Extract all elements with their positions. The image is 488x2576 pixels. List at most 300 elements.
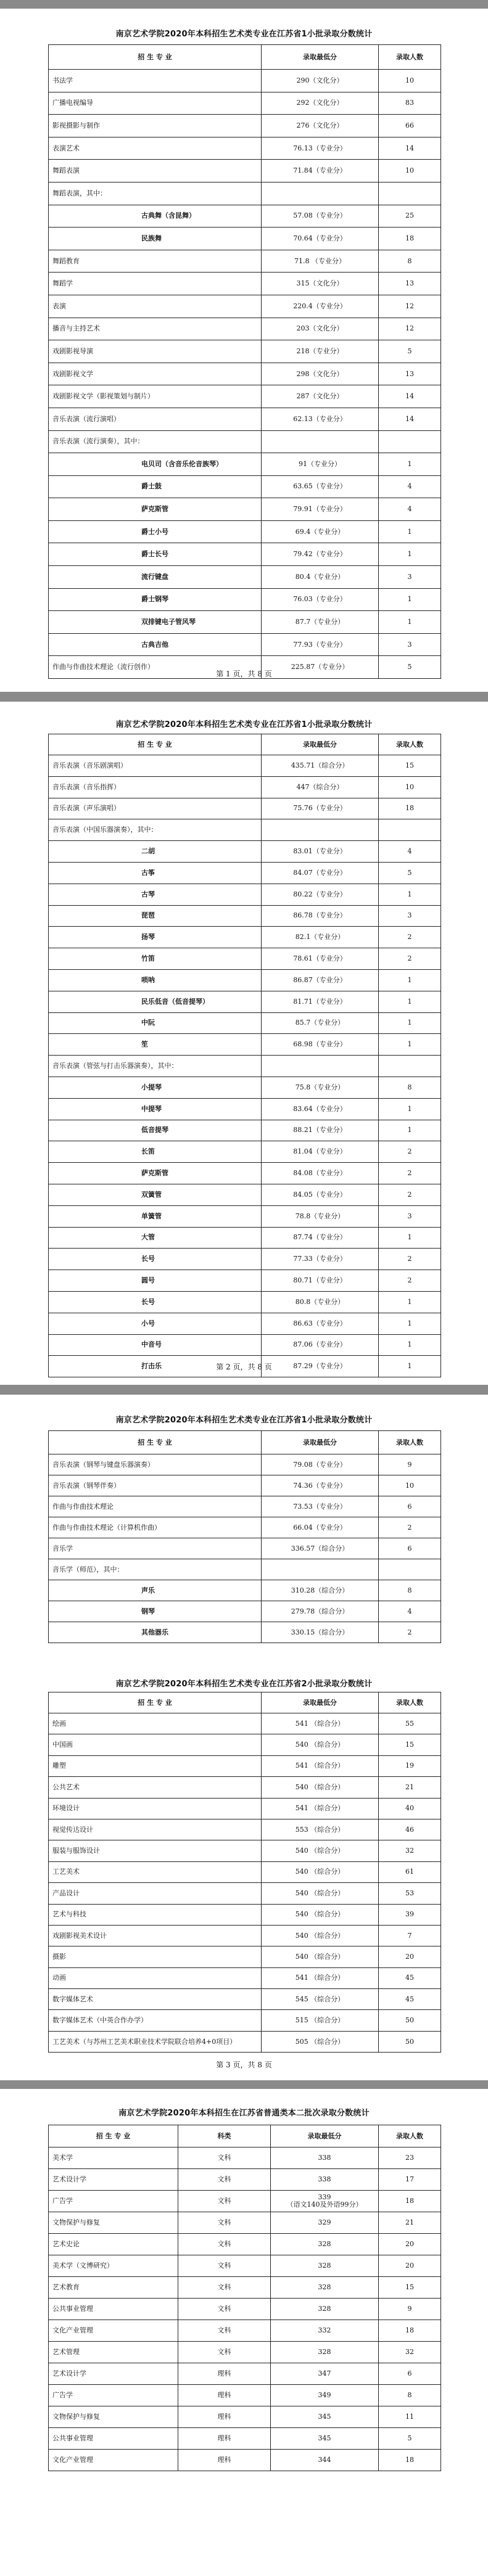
count-cell: 1 <box>379 884 441 905</box>
major-cell: 民族舞 <box>49 228 262 250</box>
count-cell: 83 <box>379 92 441 115</box>
major-cell: 音乐表演（声乐演唱） <box>49 798 262 819</box>
count-cell: 46 <box>379 1819 441 1840</box>
score-value: 79.42（专业分） <box>293 550 347 559</box>
count-cell: 5 <box>379 862 441 884</box>
major-cell: 古琴 <box>49 884 262 905</box>
score-cell <box>262 862 379 884</box>
count-cell: 32 <box>379 2342 441 2363</box>
major-cell: 表演 <box>49 295 262 318</box>
major-cell: 舞蹈教育 <box>49 250 262 273</box>
count-cell: 21 <box>379 2212 441 2234</box>
score-value: 79.91（专业分） <box>293 505 347 514</box>
score-value: 330.15（综合分） <box>291 1628 349 1636</box>
table-row <box>49 228 441 250</box>
count-cell: 50 <box>379 2010 441 2031</box>
table-row <box>49 250 441 273</box>
table-row <box>49 862 441 884</box>
count-cell: 13 <box>379 363 441 385</box>
score-cell <box>262 1989 379 2010</box>
score-value: 540 （综合分） <box>295 1741 345 1749</box>
table-row <box>49 1601 441 1622</box>
score-value: 77.93（专业分） <box>293 640 347 649</box>
type-cell: 文科 <box>178 2299 271 2320</box>
column-header: 录取最低分 <box>262 1692 379 1713</box>
table-row <box>49 1798 441 1819</box>
table-row <box>49 2277 441 2299</box>
table-row <box>49 318 441 340</box>
major-cell: 公共事业管理 <box>49 2428 178 2450</box>
score-cell <box>262 991 379 1012</box>
type-cell: 理科 <box>178 2406 271 2428</box>
table-row <box>49 1755 441 1776</box>
document-page-4 <box>0 2089 488 2576</box>
major-cell: 圆号 <box>49 1270 262 1292</box>
score-cell <box>262 1012 379 1034</box>
score-cell <box>262 1538 379 1559</box>
count-cell: 9 <box>379 2299 441 2320</box>
table-row <box>49 1622 441 1643</box>
count-cell: 2 <box>379 1163 441 1184</box>
table-row <box>49 588 441 611</box>
score-cell <box>262 841 379 863</box>
score-value: 279.78（综合分） <box>291 1607 349 1615</box>
score-cell <box>262 1967 379 1988</box>
score-value: 87.06（专业分） <box>293 1340 347 1349</box>
table-row <box>49 1883 441 1904</box>
count-cell: 66 <box>379 115 441 137</box>
count-cell: 2 <box>379 1184 441 1205</box>
major-cell: 舞蹈表演 <box>49 160 262 183</box>
score-value: 541 （综合分） <box>295 1762 345 1770</box>
count-cell: 1 <box>379 1098 441 1120</box>
score-cell <box>262 1205 379 1227</box>
score-value: 338 <box>318 2175 331 2183</box>
score-value: 80.71（专业分） <box>293 1276 347 1285</box>
score-value: 515 （综合分） <box>295 2016 345 2025</box>
score-cell <box>262 1840 379 1861</box>
score-value: 86.63（专业分） <box>293 1319 347 1327</box>
major-cell: 雕塑 <box>49 1755 262 1776</box>
count-cell: 20 <box>379 2255 441 2277</box>
count-cell: 4 <box>379 841 441 863</box>
count-cell: 4 <box>379 1601 441 1622</box>
score-value: 298（文化分） <box>296 369 344 378</box>
score-value: 75.8（专业分） <box>295 1083 345 1091</box>
count-cell: 10 <box>379 160 441 183</box>
major-cell: 爵士小号 <box>49 520 262 543</box>
score-cell <box>262 1249 379 1270</box>
score-value: 290（文化分） <box>296 76 344 84</box>
score-cell <box>262 498 379 521</box>
major-cell: 小号 <box>49 1313 262 1334</box>
score-cell <box>262 1270 379 1292</box>
score-value: 349 <box>318 2391 331 2399</box>
count-cell: 14 <box>379 408 441 430</box>
score-value: 82.1（专业分） <box>295 933 345 941</box>
document-page-1 <box>0 9 488 692</box>
score-table <box>48 2125 441 2471</box>
major-cell: 美术学（文博研究） <box>49 2255 178 2277</box>
table-row <box>49 1819 441 1840</box>
table-row <box>49 2450 441 2471</box>
major-cell: 双簧管 <box>49 1184 262 1205</box>
count-cell: 5 <box>379 2428 441 2450</box>
table-row <box>49 1777 441 1798</box>
count-cell: 40 <box>379 1798 441 1819</box>
score-value: 541 （综合分） <box>295 1974 345 1982</box>
count-cell: 1 <box>379 611 441 634</box>
major-cell: 作曲与作曲技术理论（计算机作曲） <box>49 1517 262 1538</box>
score-value: 78.61（专业分） <box>293 954 347 963</box>
major-cell: 大管 <box>49 1227 262 1249</box>
column-header: 录取最低分 <box>262 1431 379 1454</box>
type-cell: 理科 <box>178 2385 271 2406</box>
score-cell <box>262 1454 379 1475</box>
score-cell <box>262 115 379 137</box>
score-value: 203（文化分） <box>296 324 344 333</box>
column-header: 录取最低分 <box>262 734 379 755</box>
score-value: 75.76（专业分） <box>293 804 347 813</box>
major-cell: 爵士钢琴 <box>49 588 262 611</box>
count-cell: 2 <box>379 948 441 970</box>
table-row <box>49 1313 441 1334</box>
score-cell <box>271 2234 379 2255</box>
score-table <box>48 44 441 679</box>
table-row <box>49 160 441 183</box>
score-cell <box>271 2363 379 2385</box>
document-page-3 <box>0 1395 488 2080</box>
score-value: 80.8（专业分） <box>295 1297 345 1306</box>
score-cell <box>262 318 379 340</box>
table-row <box>49 408 441 430</box>
major-cell: 长号 <box>49 1249 262 1270</box>
major-cell: 民乐低音（低音提琴） <box>49 991 262 1012</box>
count-cell: 8 <box>379 250 441 273</box>
score-value: 540 （综合分） <box>295 1910 345 1919</box>
major-cell: 音乐表演（音乐指挥） <box>49 776 262 798</box>
score-value: 310.28（综合分） <box>291 1586 349 1594</box>
score-cell <box>262 1601 379 1622</box>
score-cell <box>262 543 379 566</box>
score-value: 91（专业分） <box>299 459 341 468</box>
table-row <box>49 1184 441 1205</box>
major-cell: 音乐表演（管弦与打击乐器演奏），其中： <box>49 1056 262 1077</box>
count-cell: 17 <box>379 2169 441 2191</box>
major-cell: 长号 <box>49 1291 262 1313</box>
score-value: 77.33（专业分） <box>293 1255 347 1263</box>
major-cell: 打击乐 <box>49 1356 262 1377</box>
score-value: 292（文化分） <box>296 99 344 107</box>
count-cell: 1 <box>379 969 441 991</box>
count-cell: 13 <box>379 273 441 295</box>
score-value: 328 <box>318 2240 331 2248</box>
major-cell: 舞蹈表演，其中： <box>49 182 262 205</box>
score-cell <box>262 1517 379 1538</box>
major-cell: 文化产业管理 <box>49 2450 178 2471</box>
major-cell: 扬琴 <box>49 927 262 948</box>
table-row <box>49 948 441 970</box>
major-cell: 音乐表演（钢琴与键盘乐器演奏） <box>49 1454 262 1475</box>
score-value: 540 （综合分） <box>295 1868 345 1876</box>
count-cell: 2 <box>379 1249 441 1270</box>
count-cell: 7 <box>379 1925 441 1946</box>
score-value: 80.4（专业分） <box>295 572 345 581</box>
count-cell: 12 <box>379 295 441 318</box>
table-header-row <box>49 1692 441 1713</box>
table-row <box>49 2385 441 2406</box>
score-cell <box>262 408 379 430</box>
score-value: 336.57（综合分） <box>291 1544 349 1553</box>
major-cell: 中音号 <box>49 1334 262 1356</box>
count-cell: 9 <box>379 1454 441 1475</box>
document-page-2 <box>0 702 488 1385</box>
table-row <box>49 1034 441 1056</box>
count-cell: 32 <box>379 1840 441 1861</box>
score-value: 80.22（专业分） <box>293 890 347 898</box>
score-value: 328 <box>318 2283 331 2291</box>
score-cell <box>262 1713 379 1734</box>
count-cell: 8 <box>379 1580 441 1601</box>
page-gap <box>0 692 488 702</box>
score-cell <box>262 798 379 819</box>
major-cell: 小提琴 <box>49 1077 262 1098</box>
count-cell: 10 <box>379 776 441 798</box>
count-cell: 1 <box>379 1356 441 1377</box>
score-cell <box>262 1925 379 1946</box>
score-cell <box>262 1141 379 1163</box>
score-cell <box>262 273 379 295</box>
score-cell <box>262 948 379 970</box>
page-gap <box>0 2080 488 2089</box>
page-title: 南京艺术学院2020年本科招生在江苏省普通类本二批次录取分数统计 <box>118 2109 370 2118</box>
score-value: 540 （综合分） <box>295 1782 345 1791</box>
table-row <box>49 1098 441 1120</box>
major-cell: 声乐 <box>49 1580 262 1601</box>
score-cell <box>262 385 379 408</box>
score-value: 78.8（专业分） <box>295 1212 345 1220</box>
type-cell: 文科 <box>178 2255 271 2277</box>
score-value: 328 <box>318 2305 331 2313</box>
count-cell: 23 <box>379 2147 441 2169</box>
major-cell: 书法学 <box>49 70 262 92</box>
table-body <box>49 1692 441 2053</box>
count-cell: 4 <box>379 475 441 498</box>
score-cell <box>262 755 379 777</box>
score-value: 83.01（专业分） <box>293 847 347 856</box>
table-row <box>49 115 441 137</box>
major-cell: 艺术史论 <box>49 2234 178 2255</box>
table-row <box>49 2234 441 2255</box>
count-cell: 1 <box>379 1227 441 1249</box>
score-value: 69.4（专业分） <box>295 527 345 536</box>
score-value: 73.53（专业分） <box>293 1502 347 1511</box>
score-cell <box>271 2342 379 2363</box>
count-cell: 2 <box>379 1141 441 1163</box>
major-cell: 中提琴 <box>49 1098 262 1120</box>
table-row <box>49 475 441 498</box>
page-title: 南京艺术学院2020年本科招生艺术类专业在江苏省2小批录取分数统计 <box>115 1680 373 1689</box>
score-value: 218（专业分） <box>296 347 344 355</box>
score-value: 220.4（专业分） <box>293 301 347 310</box>
major-cell: 戏剧影视文学（影视策划与制片） <box>49 385 262 408</box>
major-cell: 广告学 <box>49 2385 178 2406</box>
score-cell <box>262 633 379 656</box>
major-cell: 服装与服饰设计 <box>49 1840 262 1861</box>
count-cell: 3 <box>379 566 441 589</box>
column-header: 录取最低分 <box>271 2125 379 2147</box>
score-value: 83.64（专业分） <box>293 1104 347 1113</box>
count-cell: 1 <box>379 1334 441 1356</box>
major-cell: 环境设计 <box>49 1798 262 1819</box>
score-cell <box>262 1227 379 1249</box>
table-row <box>49 1989 441 2010</box>
table-body <box>49 1431 441 1643</box>
major-cell: 竹笛 <box>49 948 262 970</box>
major-cell: 其他器乐 <box>49 1622 262 1643</box>
score-value: 84.08（专业分） <box>293 1169 347 1178</box>
major-cell: 萨克斯管 <box>49 1163 262 1184</box>
column-header: 录取人数 <box>379 734 441 755</box>
table-row <box>49 884 441 905</box>
table-row <box>49 2342 441 2363</box>
score-cell <box>262 1946 379 1967</box>
major-cell: 公共艺术 <box>49 1777 262 1798</box>
score-cell <box>262 905 379 927</box>
score-cell <box>271 2255 379 2277</box>
score-cell <box>262 1883 379 1904</box>
count-cell: 2 <box>379 1270 441 1292</box>
score-cell <box>262 969 379 991</box>
major-cell: 文化产业管理 <box>49 2320 178 2342</box>
major-cell: 戏剧影视美术设计 <box>49 1925 262 1946</box>
major-cell: 文物保护与修复 <box>49 2406 178 2428</box>
count-cell: 18 <box>379 228 441 250</box>
count-cell: 1 <box>379 588 441 611</box>
table-row <box>49 1713 441 1734</box>
table-row <box>49 1559 441 1580</box>
column-header: 录取人数 <box>379 2125 441 2147</box>
page-gap <box>0 1385 488 1395</box>
count-cell: 53 <box>379 1883 441 1904</box>
major-cell: 长笛 <box>49 1141 262 1163</box>
score-cell <box>262 1120 379 1141</box>
table-row <box>49 1496 441 1517</box>
score-value: 84.05（专业分） <box>293 1190 347 1199</box>
major-cell: 音乐表演（钢琴伴奏） <box>49 1475 262 1496</box>
table-row <box>49 1227 441 1249</box>
major-cell: 琵琶 <box>49 905 262 927</box>
major-cell: 爵士长号 <box>49 543 262 566</box>
count-cell: 6 <box>379 1496 441 1517</box>
table-row <box>49 819 441 841</box>
score-cell <box>262 776 379 798</box>
score-value: 541 （综合分） <box>295 1804 345 1813</box>
score-cell <box>262 2031 379 2052</box>
score-cell <box>262 92 379 115</box>
count-cell: 20 <box>379 1946 441 1967</box>
table-row <box>49 385 441 408</box>
table-row <box>49 2299 441 2320</box>
table-row <box>49 2428 441 2450</box>
major-cell: 低音提琴 <box>49 1120 262 1141</box>
column-header: 招 生 专 业 <box>49 1431 262 1454</box>
score-value: 87.74（专业分） <box>293 1233 347 1242</box>
score-value: 79.08（专业分） <box>293 1460 347 1469</box>
major-cell: 萨克斯管 <box>49 498 262 521</box>
count-cell: 12 <box>379 318 441 340</box>
score-cell <box>262 819 379 841</box>
major-cell: 文物保护与修复 <box>49 2212 178 2234</box>
score-value: 87.29（专业分） <box>293 1362 347 1371</box>
count-cell: 19 <box>379 1755 441 1776</box>
major-cell: 音乐表演（音乐剧演唱） <box>49 755 262 777</box>
table-row <box>49 92 441 115</box>
score-cell <box>262 430 379 453</box>
type-cell: 文科 <box>178 2212 271 2234</box>
table-row <box>49 1454 441 1475</box>
count-cell: 14 <box>379 385 441 408</box>
score-value: 71.8 （专业分） <box>294 256 345 265</box>
major-cell: 唢呐 <box>49 969 262 991</box>
count-cell: 8 <box>379 2385 441 2406</box>
table-row <box>49 70 441 92</box>
table-row <box>49 1475 441 1496</box>
score-value: 332 <box>318 2326 331 2334</box>
score-value: 345 <box>318 2434 331 2442</box>
major-cell: 视觉传达设计 <box>49 1819 262 1840</box>
column-header: 招 生 专 业 <box>49 734 262 755</box>
major-cell: 中国画 <box>49 1734 262 1755</box>
count-cell: 1 <box>379 1034 441 1056</box>
count-cell: 1 <box>379 453 441 476</box>
score-value: 81.04（专业分） <box>293 1147 347 1156</box>
table-row <box>49 2406 441 2428</box>
count-cell <box>379 1559 441 1580</box>
score-value: 545 （综合分） <box>295 1995 345 2003</box>
column-header: 招 生 专 业 <box>49 45 262 70</box>
score-value: 328 <box>318 2262 331 2270</box>
count-cell: 6 <box>379 2363 441 2385</box>
score-cell <box>262 160 379 183</box>
score-value: 287（文化分） <box>296 392 344 401</box>
score-value: 345 <box>318 2413 331 2421</box>
score-value: 86.78（专业分） <box>293 911 347 920</box>
table-row <box>49 1946 441 1967</box>
score-table <box>48 734 441 1377</box>
major-cell: 绘画 <box>49 1713 262 1734</box>
score-value: 344 <box>318 2456 331 2464</box>
count-cell: 18 <box>379 2191 441 2212</box>
count-cell: 10 <box>379 1475 441 1496</box>
major-cell: 双排键电子管风琴 <box>49 611 262 634</box>
type-cell: 文科 <box>178 2147 271 2169</box>
table-row <box>49 1538 441 1559</box>
score-cell <box>262 566 379 589</box>
table-row <box>49 1925 441 1946</box>
column-header: 招 生 专 业 <box>49 2125 178 2147</box>
table-header-row <box>49 1431 441 1454</box>
count-cell: 1 <box>379 543 441 566</box>
score-value: 70.64（专业分） <box>293 234 347 242</box>
major-cell: 艺术教育 <box>49 2277 178 2299</box>
major-cell: 古典吉他 <box>49 633 262 656</box>
major-cell: 产品设计 <box>49 1883 262 1904</box>
score-table <box>48 1430 441 1643</box>
score-cell <box>271 2450 379 2471</box>
score-value: 88.21（专业分） <box>293 1126 347 1134</box>
score-value: 76.13（专业分） <box>293 144 347 152</box>
